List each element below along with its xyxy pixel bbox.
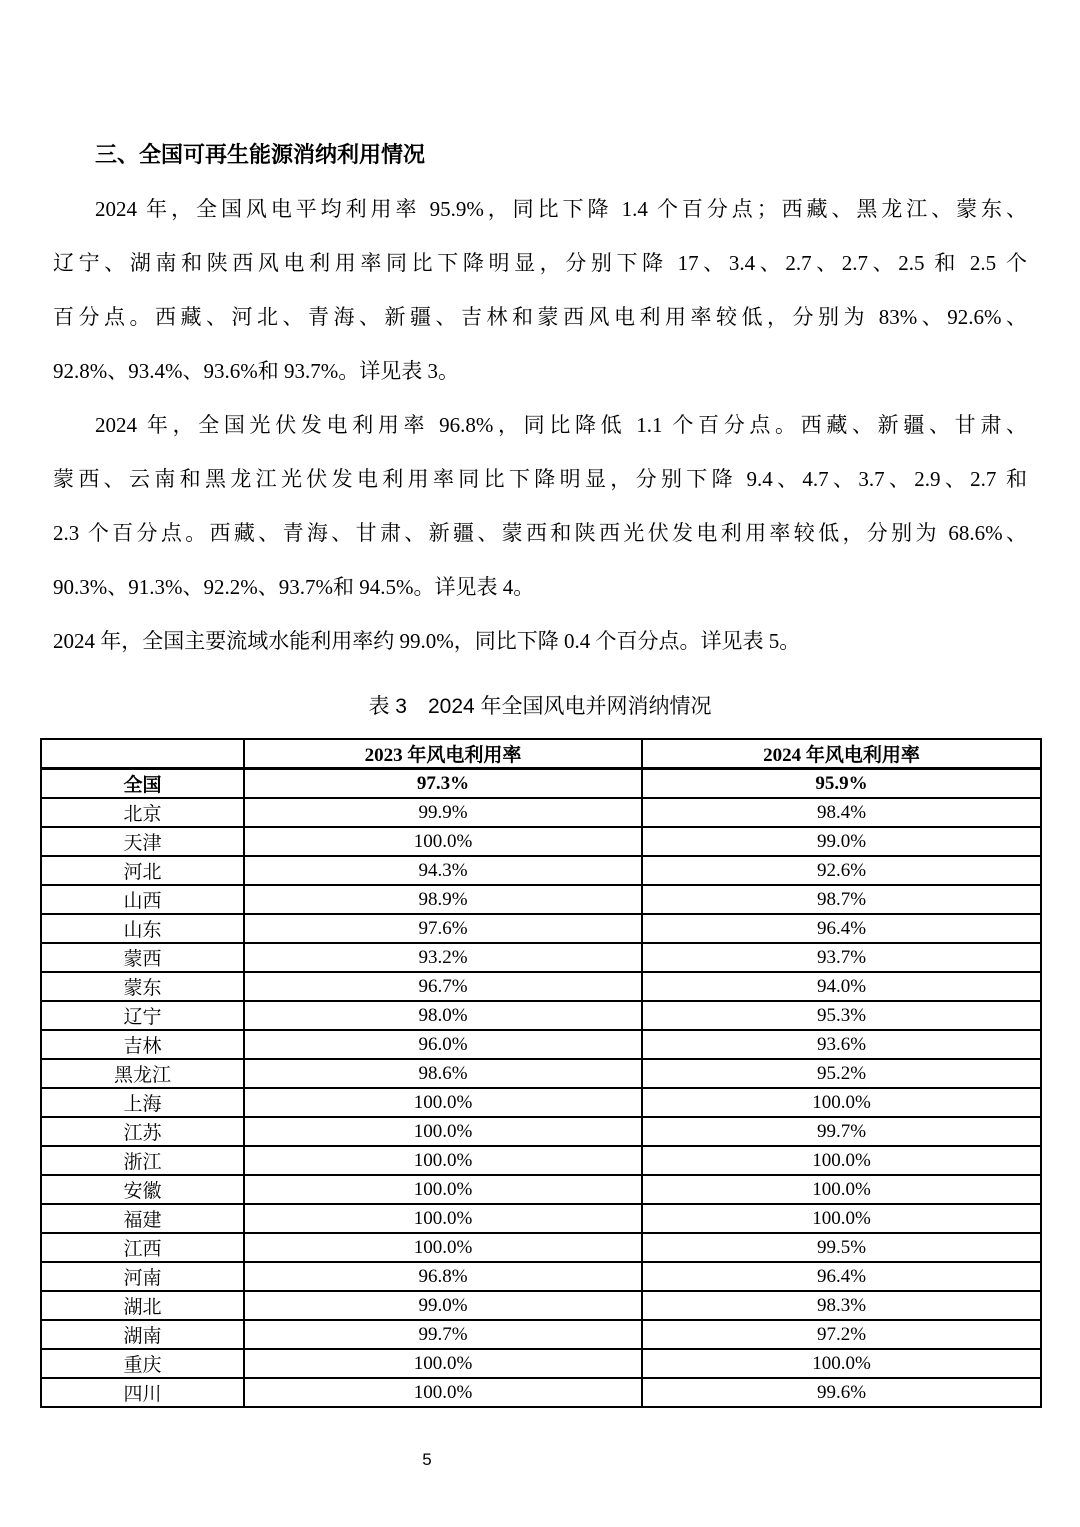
table-row [41,1320,1041,1349]
table-cell: 江西 [41,1233,244,1262]
paragraph-line: 90.3%、91.3%、92.2%、93.7%和 94.5%。详见表 4。 [53,575,535,599]
table-cell: 福建 [41,1204,244,1233]
table-header-2023: 2023 年风电利用率 [244,739,642,769]
table-cell: 98.0% [244,1001,642,1030]
paragraph-line: 2024 年，全国光伏发电利用率 96.8%，同比降低 1.1 个百分点。西藏、新疆、甘肃、 [95,413,1027,437]
table-row [41,798,1041,827]
section-heading: 三、全国可再生能源消纳利用情况 [95,142,426,167]
paragraph-line: 辽宁、湖南和陕西风电利用率同比下降明显，分别下降 17、3.4、2.7、2.7、2.5 和 2.5 个 [53,251,1027,275]
table-row [41,1001,1041,1030]
table-row [41,1204,1041,1233]
table-cell: 98.7% [642,885,1041,914]
table-cell: 100.0% [244,1349,642,1378]
table-cell: 河南 [41,1262,244,1291]
table-cell: 100.0% [244,1146,642,1175]
table-cell: 100.0% [244,1175,642,1204]
table-row [41,769,1041,799]
table-row [41,885,1041,914]
table-header-2024: 2024 年风电利用率 [642,739,1041,769]
table-row [41,1146,1041,1175]
paragraph-hydro [53,614,1027,668]
table-cell: 96.4% [642,914,1041,943]
table-cell: 重庆 [41,1349,244,1378]
table-cell: 92.6% [642,856,1041,885]
table-cell: 100.0% [244,1204,642,1233]
wind-table-body [41,769,1041,1408]
document-body [53,128,1027,1408]
table-cell: 96.8% [244,1262,642,1291]
table-cell: 湖南 [41,1320,244,1349]
table-row [41,972,1041,1001]
table-cell: 97.6% [244,914,642,943]
paragraph-line: 92.8%、93.4%、93.6%和 93.7%。详见表 3。 [53,359,459,383]
table-cell: 河北 [41,856,244,885]
paragraph-line: 2.3 个百分点。西藏、青海、甘肃、新疆、蒙西和陕西光伏发电利用率较低，分别为 68.6%、 [53,521,1027,545]
table-cell: 100.0% [642,1146,1041,1175]
table-row [41,1088,1041,1117]
paragraph-solar [53,398,1027,614]
table-cell: 天津 [41,827,244,856]
table-cell: 93.6% [642,1030,1041,1059]
table-cell: 96.7% [244,972,642,1001]
paragraph-wind [53,182,1027,398]
table-cell: 99.6% [642,1378,1041,1407]
table-row [41,856,1041,885]
table-row [41,943,1041,972]
table-cell: 100.0% [244,1378,642,1407]
table-cell: 95.3% [642,1001,1041,1030]
table-cell: 100.0% [244,1117,642,1146]
table-cell: 湖北 [41,1291,244,1320]
table-header-region [41,739,244,769]
paragraph-line: 百分点。西藏、河北、青海、新疆、吉林和蒙西风电利用率较低，分别为 83%、92.6%、 [53,305,1027,329]
table-cell: 山西 [41,885,244,914]
table-cell: 100.0% [642,1088,1041,1117]
table-row [41,1349,1041,1378]
table-row [41,1262,1041,1291]
table-cell: 100.0% [642,1349,1041,1378]
table-row [41,1030,1041,1059]
table-cell: 100.0% [642,1204,1041,1233]
table-cell: 94.3% [244,856,642,885]
table-cell: 98.6% [244,1059,642,1088]
page-number: 5 [422,1450,432,1469]
table-cell: 北京 [41,798,244,827]
table-row [41,827,1041,856]
table-cell: 99.0% [244,1291,642,1320]
table-row [41,1233,1041,1262]
table-row [41,1117,1041,1146]
table-cell: 安徽 [41,1175,244,1204]
table-cell: 100.0% [244,827,642,856]
table-cell: 98.9% [244,885,642,914]
table-cell: 99.7% [642,1117,1041,1146]
table-cell: 97.2% [642,1320,1041,1349]
table-caption: 表 3 2024 年全国风电并网消纳情况 [368,695,712,718]
table-cell: 94.0% [642,972,1041,1001]
table-cell: 97.3% [244,769,642,799]
table-row [41,1059,1041,1088]
table-cell: 上海 [41,1088,244,1117]
table-row [41,1175,1041,1204]
table-cell: 96.0% [244,1030,642,1059]
table-row [41,1378,1041,1407]
table-cell: 浙江 [41,1146,244,1175]
paragraph-line: 蒙西、云南和黑龙江光伏发电利用率同比下降明显，分别下降 9.4、4.7、3.7、2.9、2.7 和 [53,467,1027,491]
table-cell: 95.9% [642,769,1041,799]
table-header-row [41,739,1041,769]
table-cell: 95.2% [642,1059,1041,1088]
table-cell: 蒙东 [41,972,244,1001]
table-cell: 黑龙江 [41,1059,244,1088]
table-cell: 辽宁 [41,1001,244,1030]
table-cell: 山东 [41,914,244,943]
wind-utilization-table [40,738,1042,1408]
paragraph-line: 2024 年，全国主要流域水能利用率约 99.0%，同比下降 0.4 个百分点。详见表 5。 [53,629,801,653]
table-cell: 99.5% [642,1233,1041,1262]
table-cell: 99.0% [642,827,1041,856]
table-cell: 江苏 [41,1117,244,1146]
table-cell: 93.7% [642,943,1041,972]
table-cell: 99.9% [244,798,642,827]
table-cell: 100.0% [642,1175,1041,1204]
table-cell: 98.4% [642,798,1041,827]
table-cell: 全国 [41,769,244,799]
table-row [41,914,1041,943]
paragraph-line: 2024 年，全国风电平均利用率 95.9%，同比下降 1.4 个百分点；西藏、黑龙江、蒙东、 [95,197,1027,221]
table-cell: 99.7% [244,1320,642,1349]
table-cell: 98.3% [642,1291,1041,1320]
table-cell: 四川 [41,1378,244,1407]
table-cell: 100.0% [244,1233,642,1262]
table-cell: 96.4% [642,1262,1041,1291]
table-cell: 100.0% [244,1088,642,1117]
table-cell: 93.2% [244,943,642,972]
table-row [41,1291,1041,1320]
table-cell: 吉林 [41,1030,244,1059]
table-cell: 蒙西 [41,943,244,972]
